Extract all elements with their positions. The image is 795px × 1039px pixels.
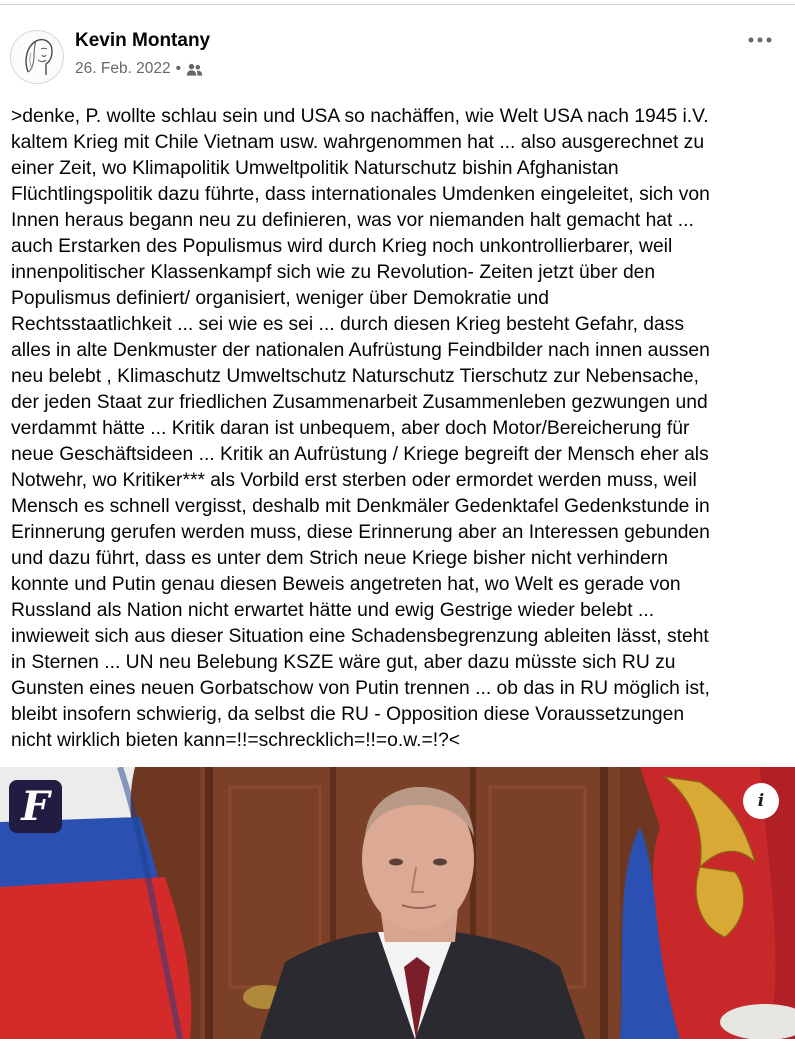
post-header: [0, 0, 795, 95]
more-options-button[interactable]: [740, 26, 780, 54]
post-date[interactable]: 26. Feb. 2022: [75, 60, 171, 77]
putin-address-photo: [0, 767, 795, 1039]
link-preview-image[interactable]: [0, 767, 795, 1039]
author-name[interactable]: Kevin Montany: [75, 30, 211, 51]
more-horizontal-icon: [748, 37, 772, 43]
post-text: >denke, P. wollte schlau sein und USA so nachäffen, wie Welt USA nach 1945 i.V. kaltem Krieg mit Chile Vietnam usw. wahrgenommen hat ... also ausgerechnet zu einer Zeit, wo Klimapolitik Umweltpolitik Naturschutz bishin Afghanistan Flüchtlingspolitik dazu führte, dass internationales Umdenken eingeleitet, sich von Innen heraus begann neu zu definieren, was vor niemanden halt gemacht hat ... auch Erstarken des Populismus wird durch Krieg noch unkontrollierbarer, weil innenpolitischer Klassenkampf sich wie zu Revolution- Zeiten jetzt über den Populismus definiert/ organisiert, weniger über Demokratie und Rechtsstaatlichkeit ... sei wie es sei ... durch diesen Krieg besteht Gefahr, dass alles in alte Denkmuster der nationalen Aufrüstung Feindbilder nach innen aussen neu belebt , Klimaschutz Umweltschutz Naturschutz Tierschutz zur Nebensache, der jeden Staat zur friedlichen Zusammenarbeit Zusammenleben gezwungen und verdammt hätte ... Kritik daran ist unbequem, aber doch Motor/Bereicherung für neue Geschäftsideen ... Kritik an Aufrüstung / Kriege begreift der Mensch eher als Notwehr, wo Kritiker*** als Vorbild erst sterben oder ermordet werden muss, weil Mensch es schnell vergisst, deshalb mit Denkmäler Gedenktafel Gedenkstunde in Erinnerung gerufen werden muss, diese Erinnerung aber an Interessen gebunden und dazu führt, dass es unter dem Strich neue Kriege bisher nicht verhindern konnte und Putin genau diesen Beweis angetreten hat, wo Welt es gerade von Russland als Nation nicht erwartet hätte und ewig Gestrige wieder belebt ... inwieweit sich aus dieser Situation eine Schadensbegrenzung ableiten lässt, steht in Sternen ... UN neu Belebung KSZE wäre gut, aber dazu müsste sich RU zu Gunsten eines neuen Gorbatschow von Putin trennen ... ob das in RU möglich ist, bleibt insofern schwierig, da selbst die RU - Opposition diese Voraussetzungen nicht wirklich bieten kann=!!=schrecklich=!!=o.w.=!?<: [11, 106, 710, 751]
avatar[interactable]: [10, 30, 64, 84]
meta-separator: •: [175, 60, 182, 77]
info-button[interactable]: [743, 783, 779, 819]
faz-logo: F: [9, 780, 62, 833]
friends-icon[interactable]: [186, 63, 203, 77]
post-meta: [75, 60, 203, 78]
avatar-sketch-icon: [11, 31, 64, 84]
info-icon: i: [757, 791, 765, 811]
